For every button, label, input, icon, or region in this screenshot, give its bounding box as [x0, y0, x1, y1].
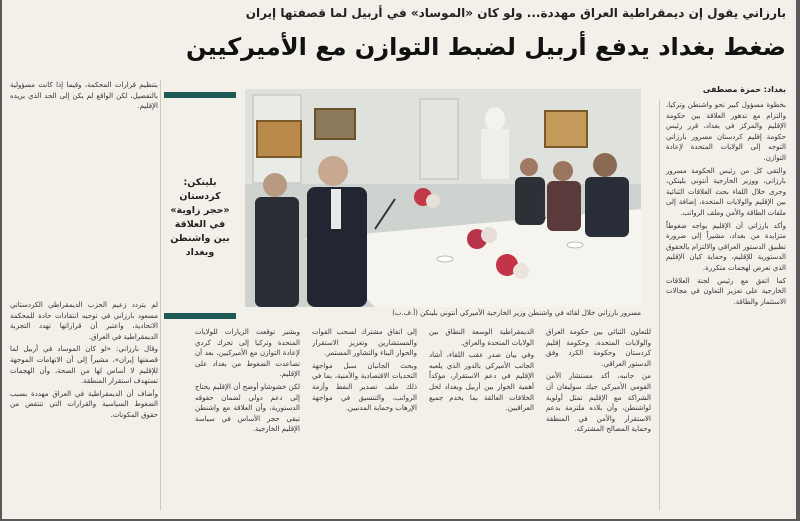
paragraph: وفي بيان صدر عقب اللقاء، أشاد الجانب الأميركي بالدور الذي يلعبه الإقليم في دعم الاستقرار، مؤكداً أهمية الحوار بين أربيل وبغداد لحل الخلافات العالقة بما يخدم جميع العراقيين. — [429, 351, 534, 413]
pull-quote-text — [164, 176, 236, 260]
paragraph: للتعاون الثنائي بين حكومة العراق والولايات المتحدة، وحكومة إقليم كردستان وحكومة الكرد وفق الدستور العراقي. — [546, 328, 651, 368]
article-photo — [245, 89, 641, 307]
meeting-photo-illustration — [245, 89, 641, 307]
paragraph: والتقى كل من رئيس الحكومة مسرور بارزاني، ووزير الخارجية أنتوني بلينكن، وجرى خلال اللقاء بحث العلاقات الثنائية بين الإقليم والولايات المتحدة، إضافة إلى ملفات الطاقة والأمن وملف الرواتب. — [666, 166, 786, 217]
newspaper-page — [2, 0, 796, 519]
article-column-right — [666, 100, 786, 510]
paragraph: لكن خشوشاو أوضح أن الإقليم يحتاج إلى دعم دولي لضمان حقوقه الدستورية، وأن العلاقة مع واشنطن تبقى حجر الأساس في سياسة الإقليم الخارجية. — [195, 382, 300, 434]
article-column-bottom-1 — [546, 327, 651, 510]
paragraph: وقال بارزاني: «لو كان الموساد في أربيل لما قصفتها إيران»، مشيراً إلى أن الاتهامات الموجهة للإقليم لا أساس لها من الصحة، وأن الهجمات تستهدف استقرار المنطقة. — [10, 345, 158, 386]
pull-quote-line: بلينكن: كردستان — [179, 177, 221, 202]
paragraph: من جانبه، أكد مستشار الأمن القومي الأميركي جيك سوليفان أن الشراكة مع الإقليم تمثل أولوية لواشنطن، وأن بلاده ملتزمة بدعم الاستقرار والأمن في المنطقة وحماية المصالح المشتركة. — [546, 372, 651, 434]
paragraph: الديمقراطية الوسعة النطاق بين الولايات المتحدة والعراق. — [429, 328, 534, 347]
kicker-subheadline: بارزاني يقول إن ديمقراطية العراق مهددة... ولو كان «الموساد» في أربيل لما قصفتها إيران — [245, 6, 786, 20]
column-divider — [160, 80, 161, 510]
paragraph: بتنظيم قرارات المحكمة، وقيما إذا كانت مسؤولية بالتفصيل، لكن الواقع لم يكن إلى الحد الذي يريده الإقليم. — [10, 81, 158, 111]
article-column-bottom-4 — [195, 327, 300, 510]
paragraph: إلى اتفاق مشترك لسحب القوات والمستشارين وتعزيز الاستقرار والحوار البناء والتشاور المستمر. — [312, 328, 417, 358]
paragraph: لم يتردد زعيم الحزب الديمقراطي الكردستاني مسعود بارزاني في توجيه انتقادات حادة للمحكمة الاتحادية، واعتبر أن قراراتها تهدد التجربة الديمقراطية في العراق. — [10, 301, 158, 341]
paragraph: وبحث الجانبان سبل مواجهة التحديات الاقتصادية والأمنية، بما في ذلك ملف تصدير النفط وأزمة الرواتب، والتنسيق في مواجهة الإرهاب وحماية المدنيين. — [312, 361, 417, 413]
pull-quote-line: بين واشنطن وبغداد — [170, 233, 230, 258]
paragraph: وأضاف أن الديمقراطية في العراق مهددة بسبب الضغوط السياسية والقرارات التي تنتقص من حقوق المكونات. — [10, 389, 158, 419]
column-divider — [659, 100, 660, 510]
article-column-left-top — [10, 80, 158, 155]
paragraph: كما اتفق مع رئيس لجنة العلاقات الخارجية على تعزيز التعاون في مجالات الاستثمار والطاقة. — [666, 276, 786, 306]
article-column-left-bottom — [10, 300, 158, 510]
byline: بغداد: حمزة مصطفى — [702, 85, 786, 94]
paragraph: وبشير توقعت الزيارات للولايات المتحدة وتركيا إلى تحرك كردي لإعادة التوازن مع الأميركيين، بعد أن تصاعدت الضغوط من بغداد على الإقليم. — [195, 328, 300, 379]
photo-caption: مسرور بارزاني خلال لقائه في واشنطن وزير الخارجية الأميركي أنتوني بلينكن (أ.ف.ب) — [392, 309, 641, 317]
pull-quote-line: «حجر زاوية» في العلاقة — [170, 205, 230, 230]
paragraph: بخطوة مسؤول كبير نحو واشنطن وتركيا، والتزام مع تدهور العلاقة بين حكومة الإقليم والمركز في بغداد، قرر رئيس حكومة إقليم كردستان مسرور بارزاني التوجه إلى الولايات المتحدة لإعادة التوازن. — [666, 101, 786, 162]
pull-quote-box — [164, 92, 236, 319]
main-headline: ضغط بغداد يدفع أربيل لضبط التوازن مع الأميركيين — [186, 33, 786, 61]
paragraph: وأكد بارزاني أن الإقليم يواجه ضغوطاً متزايدة من بغداد، مشيراً إلى ضرورة تطبيق الدستور العراقي والالتزام بالحقوق الدستورية للإقليم، وحماية كيان الإقليم الذي تعرض لهجمات متكررة. — [666, 221, 786, 272]
article-column-bottom-3 — [312, 327, 417, 510]
article-column-bottom-2 — [429, 327, 534, 510]
